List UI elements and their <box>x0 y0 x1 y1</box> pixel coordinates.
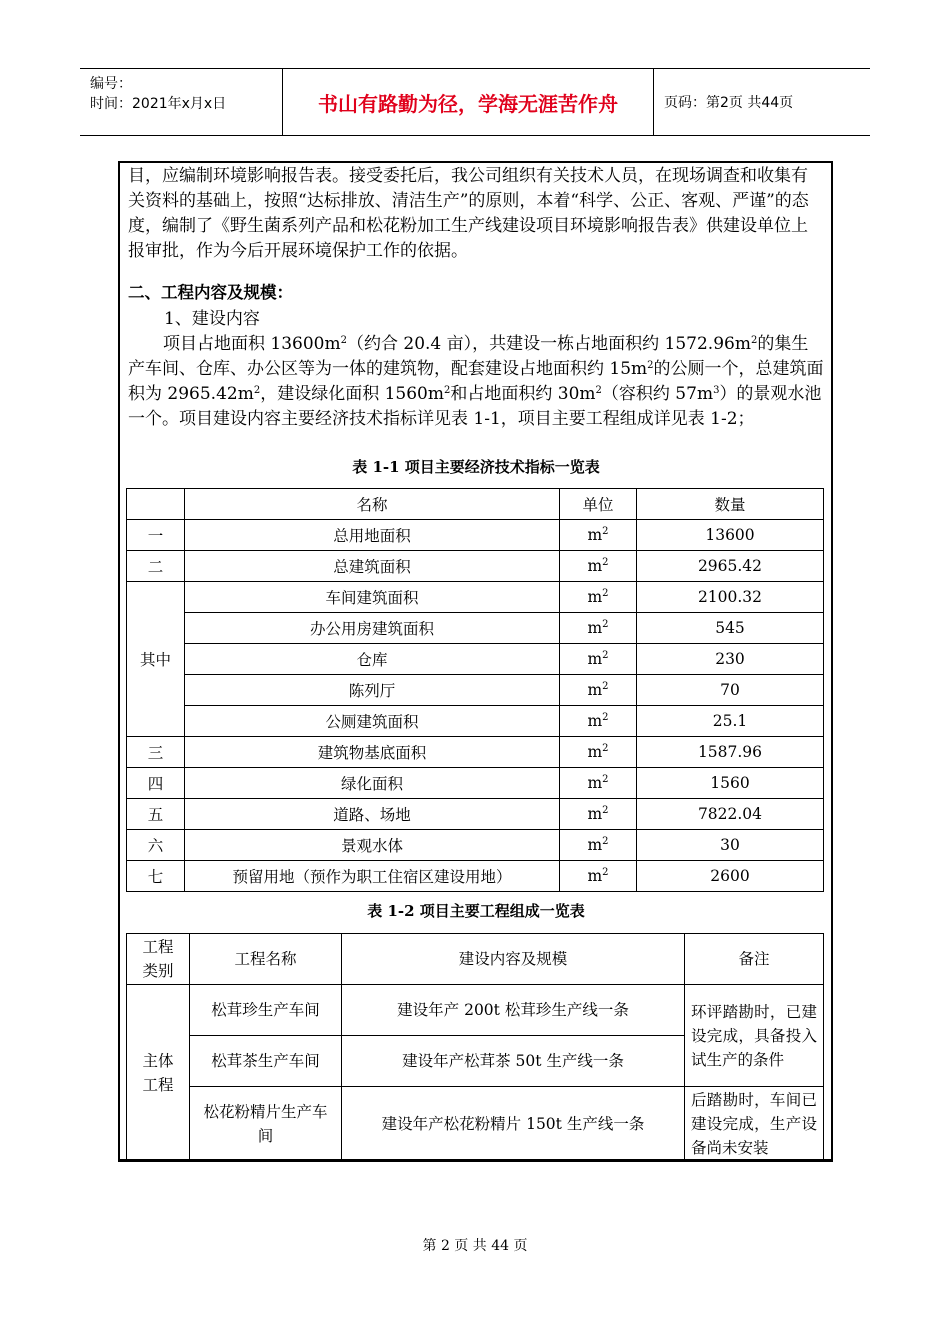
unit-text: m <box>587 712 603 730</box>
unit-text: m <box>587 836 603 854</box>
row-name: 道路、场地 <box>185 799 560 830</box>
row-unit <box>560 799 637 830</box>
superscript: 2 <box>444 385 451 396</box>
category-cell: 主体工程 <box>127 985 190 1162</box>
superscript: 2 <box>602 557 609 568</box>
header-category: 工程类别 <box>127 934 190 985</box>
row-unit <box>560 861 637 892</box>
unit-text: m <box>587 774 603 792</box>
intro-paragraph: 目，应编制环境影响报告表。接受委托后，我公司组织有关技术人员，在现场调查和收集有关资料的基础上，按照“达标排放、清洁生产”的原则，本着“科学、公正、客观、严谨”的态度，编制了《野生菌系列产品和松花粉加工生产线建设项目环境影响报告表》供建设单位上报审批，作为今后开展环境保护工作的依据。 <box>128 166 809 261</box>
superscript: 2 <box>602 712 609 723</box>
superscript: 2 <box>340 335 347 346</box>
content-paragraph <box>128 332 824 432</box>
table1 <box>126 488 824 892</box>
row-index: 四 <box>127 768 185 799</box>
header-name: 名称 <box>185 489 560 520</box>
unit-text: m <box>587 743 603 761</box>
table-row <box>127 768 824 799</box>
row-index: 六 <box>127 830 185 861</box>
row-name: 总用地面积 <box>185 520 560 551</box>
header-meta <box>80 69 283 135</box>
unit-text: m <box>587 805 603 823</box>
row-qty: 25.1 <box>637 706 824 737</box>
page-footer: 第 2 页 共 44 页 <box>422 1238 528 1254</box>
superscript: 2 <box>750 335 758 346</box>
row-name: 总建筑面积 <box>185 551 560 582</box>
page-header <box>80 68 870 136</box>
code-label: 编号： <box>90 76 132 92</box>
row-content: 建设年产松茸茶 50t 生产线一条 <box>342 1036 685 1087</box>
row-qty: 1560 <box>637 768 824 799</box>
row-name: 绿化面积 <box>185 768 560 799</box>
unit-text: m <box>587 650 603 668</box>
group-label: 其中 <box>127 582 185 737</box>
unit-text: m <box>587 619 603 637</box>
row-content: 建设年产松花粉精片 150t 生产线一条 <box>342 1087 685 1162</box>
content-text: 的公厕一个，总建筑面积为 2965.42m <box>128 359 824 404</box>
row-qty: 545 <box>637 613 824 644</box>
superscript: 2 <box>253 385 261 396</box>
superscript: 2 <box>602 836 609 847</box>
unit-text: m <box>587 557 603 575</box>
row-name: 公厕建筑面积 <box>185 706 560 737</box>
row-qty: 2965.42 <box>637 551 824 582</box>
unit-text: m <box>587 588 603 606</box>
row-unit <box>560 613 637 644</box>
table-row <box>127 520 824 551</box>
superscript: 2 <box>602 867 609 878</box>
row-unit <box>560 520 637 551</box>
superscript: 2 <box>602 743 609 754</box>
note-cell-bottom: 后踏勘时，车间已建设完成，生产设备尚未安装 <box>685 1087 824 1162</box>
row-qty: 7822.04 <box>637 799 824 830</box>
row-name: 松茸茶生产车间 <box>190 1036 342 1087</box>
table-row <box>127 737 824 768</box>
row-unit <box>560 644 637 675</box>
superscript: 2 <box>602 774 609 785</box>
row-name: 办公用房建筑面积 <box>185 613 560 644</box>
table-row <box>127 644 824 675</box>
superscript: 2 <box>602 526 609 537</box>
row-index: 二 <box>127 551 185 582</box>
row-qty: 30 <box>637 830 824 861</box>
row-qty: 1587.96 <box>637 737 824 768</box>
table1-caption: 表 1-1 项目主要经济技术指标一览表 <box>352 458 600 476</box>
row-unit <box>560 551 637 582</box>
row-name: 预留用地（预作为职工住宿区建设用地） <box>185 861 560 892</box>
superscript: 3 <box>713 385 720 396</box>
content-text: 的集生产车间、仓库、办公区等为一体的建筑物，配套建设占地面积约 15m <box>128 334 809 379</box>
row-unit <box>560 768 637 799</box>
row-unit <box>560 706 637 737</box>
table-row <box>127 551 824 582</box>
table-row <box>127 582 824 613</box>
table-row <box>127 1087 824 1162</box>
unit-text: m <box>587 526 603 544</box>
time-label: 时间：2021年x月x日 <box>90 96 227 112</box>
table2-caption: 表 1-2 项目主要工程组成一览表 <box>367 902 585 920</box>
row-content: 建设年产 200t 松茸珍生产线一条 <box>342 985 685 1036</box>
row-index: 五 <box>127 799 185 830</box>
header-page-info: 页码：第2页 共44页 <box>664 95 794 111</box>
content-text: 项目占地面积 13600m <box>163 334 341 354</box>
table-row <box>127 799 824 830</box>
table-row <box>127 675 824 706</box>
header-motto: 书山有路勤为径，学海无涯苦作舟 <box>283 69 654 135</box>
section-heading: 二、工程内容及规模： <box>128 283 293 302</box>
header-unit: 单位 <box>560 489 637 520</box>
header-name: 工程名称 <box>190 934 342 985</box>
row-name: 车间建筑面积 <box>185 582 560 613</box>
row-unit <box>560 582 637 613</box>
table-header-row <box>127 934 824 985</box>
unit-text: m <box>587 867 603 885</box>
subsection-heading: 1、建设内容 <box>164 309 260 329</box>
row-index: 三 <box>127 737 185 768</box>
table2 <box>126 933 824 1162</box>
table-row <box>127 613 824 644</box>
row-qty: 230 <box>637 644 824 675</box>
row-unit <box>560 675 637 706</box>
row-unit <box>560 830 637 861</box>
table-row <box>127 706 824 737</box>
content-text: ，建设绿化面积 1560m <box>260 384 444 404</box>
table-row <box>127 861 824 892</box>
row-name: 松花粉精片生产车间 <box>190 1087 342 1162</box>
note-cell-top: 环评踏勘时，已建设完成，具备投入试生产的条件 <box>685 985 824 1087</box>
row-name: 陈列厅 <box>185 675 560 706</box>
row-qty: 70 <box>637 675 824 706</box>
superscript: 2 <box>647 360 654 371</box>
row-index: 七 <box>127 861 185 892</box>
row-name: 景观水体 <box>185 830 560 861</box>
row-index: 一 <box>127 520 185 551</box>
table-row <box>127 985 824 1036</box>
superscript: 2 <box>602 588 609 599</box>
header-note: 备注 <box>685 934 824 985</box>
row-unit <box>560 737 637 768</box>
superscript: 2 <box>602 681 609 692</box>
superscript: 2 <box>602 650 609 661</box>
row-name: 建筑物基底面积 <box>185 737 560 768</box>
content-text: （容积约 57m <box>601 384 714 404</box>
superscript: 2 <box>602 619 609 630</box>
row-name: 仓库 <box>185 644 560 675</box>
content-text: ）的景观水池一个。项目建设内容主要经济技术指标详见表 1-1，项目主要工程组成详见表 1-2； <box>128 384 822 429</box>
row-qty: 2600 <box>637 861 824 892</box>
content-text: 和占地面积约 30m <box>450 384 596 404</box>
row-qty: 13600 <box>637 520 824 551</box>
header-content: 建设内容及规模 <box>342 934 685 985</box>
unit-text: m <box>587 681 603 699</box>
table-header-row <box>127 489 824 520</box>
row-qty: 2100.32 <box>637 582 824 613</box>
table-row <box>127 830 824 861</box>
superscript: 2 <box>602 805 609 816</box>
row-name: 松茸珍生产车间 <box>190 985 342 1036</box>
header-qty: 数量 <box>637 489 824 520</box>
content-text: （约合 20.4 亩），共建设一栋占地面积约 1572.96m <box>346 334 751 354</box>
header-index <box>127 489 185 520</box>
superscript: 2 <box>595 385 602 396</box>
